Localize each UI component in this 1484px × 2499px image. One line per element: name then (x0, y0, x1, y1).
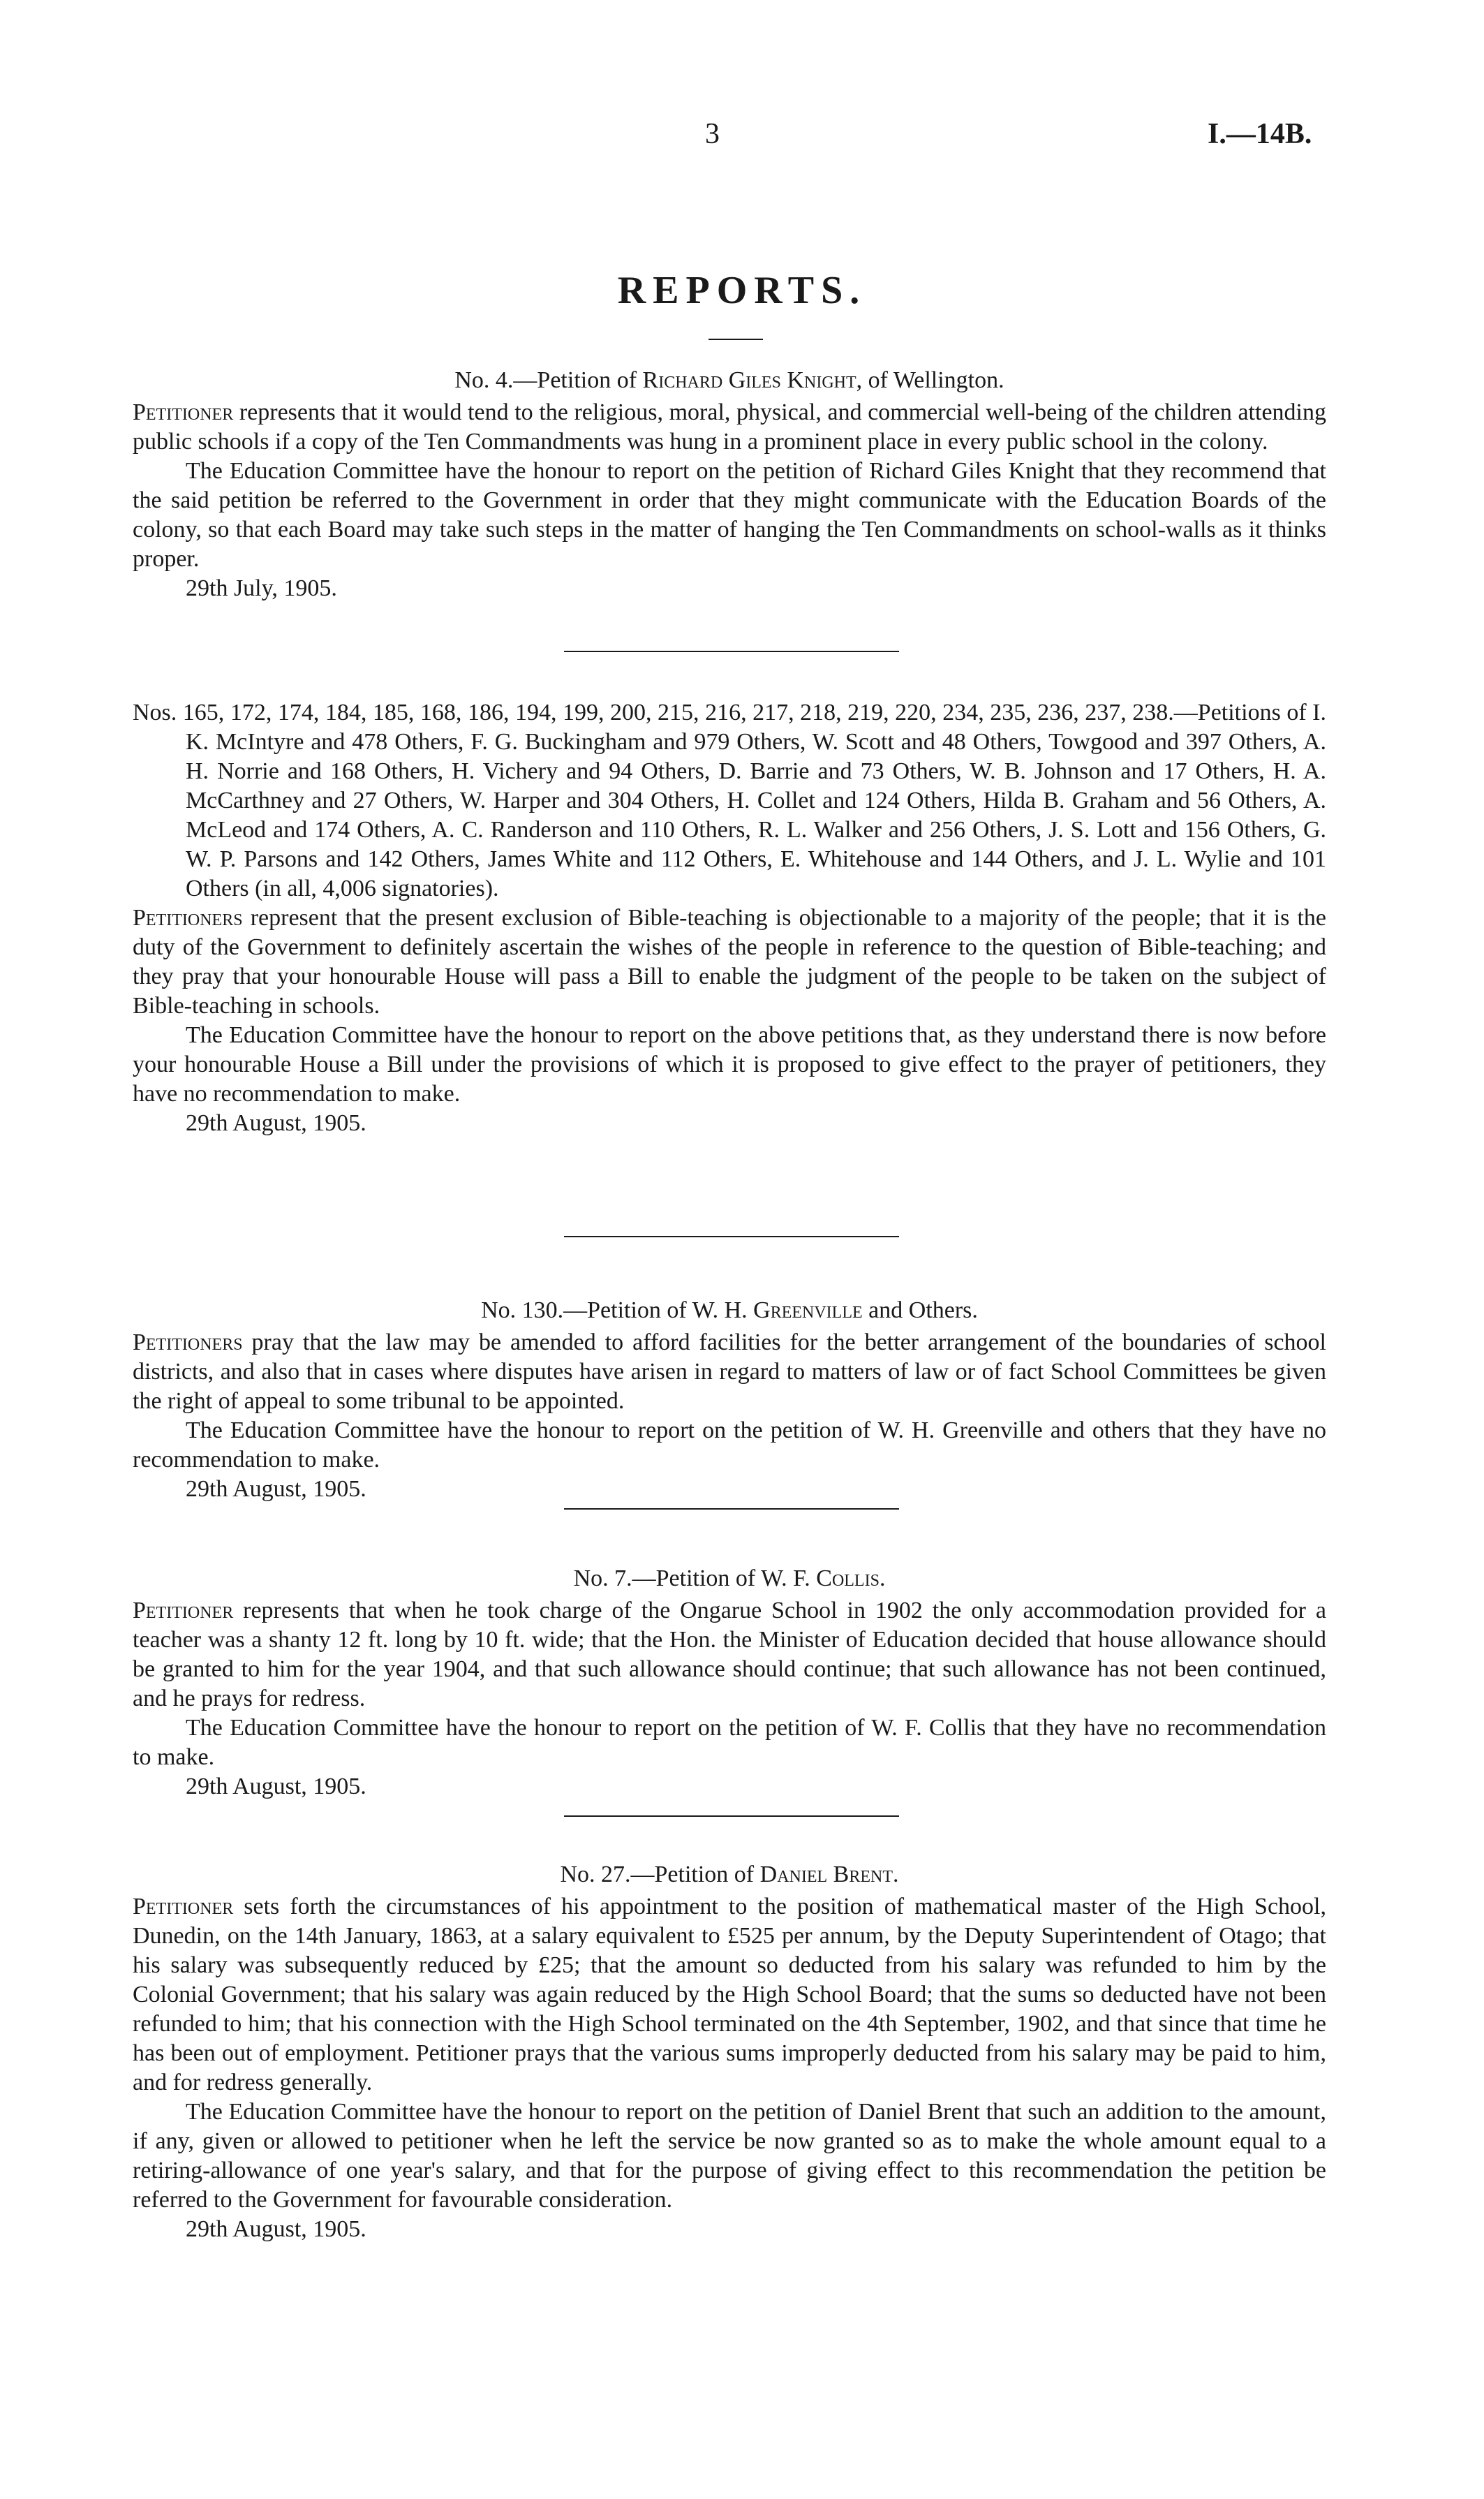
report-date: 29th August, 1905. (186, 1110, 366, 1136)
committee-report: The Education Committee have the honour to report on the petition of Daniel Brent that such an addition to the amount, if any, given or allowed to petitioner when he left the service be now granted so as to make the whole amount equal to a retiring-allowance of one year's salary, and that for the purpose of giving effect to this recommendation the petition be referred to the Government for favourable consideration. (133, 2099, 1326, 2213)
petition-section-bible-teaching (133, 698, 1326, 1138)
report-date: 29th July, 1905. (186, 575, 337, 601)
section-heading (133, 1860, 1326, 1889)
lead-word: Petitioner (133, 399, 234, 425)
heading-text: No. 4.—Petition of (454, 367, 643, 393)
section-divider (564, 1508, 899, 1510)
section-divider (564, 651, 899, 652)
heading-text: . (879, 1565, 886, 1591)
summary-text: represents that when he took charge of the Ongarue School in 1902 the only accommodation provided for a teacher was a shanty 12 ft. long by 10 ft. wide; that the Hon. the Minister of Education decided that house allowance should be granted to him for the year 1904, and that such allowance should continue; that such allowance has not been continued, and he prays for redress. (133, 1598, 1326, 1711)
petition-summary (133, 1892, 1326, 2098)
petition-summary (133, 1596, 1326, 1713)
petitioner-name: Greenville (753, 1297, 863, 1323)
petition-section-knight (133, 366, 1326, 603)
section-heading (133, 1564, 1326, 1593)
summary-text: represent that the present exclusion of Bible-teaching is objectionable to a majority of the people; that it is the duty of the Government to definitely ascertain the wishes of the people in reference to the question of Bible-teaching; and they pray that your honourable House will pass a Bill to enable the judgment of the people to be taken on the subject of Bible-teaching in schools. (133, 905, 1326, 1019)
heading-text: and Others. (862, 1297, 978, 1323)
heading-text: No. 27.—Petition of (560, 1862, 760, 1887)
heading-text: . (893, 1862, 899, 1887)
petition-section-collis (133, 1564, 1326, 1801)
lead-word: Petitioner (133, 1598, 234, 1623)
petition-summary (133, 1328, 1326, 1416)
lead-word: Petitioners (133, 1329, 243, 1355)
petitioner-name: Daniel Brent (759, 1862, 893, 1887)
petition-section-greenville (133, 1296, 1326, 1504)
petitioner-name: Collis (816, 1565, 880, 1591)
petition-summary (133, 904, 1326, 1021)
committee-report: The Education Committee have the honour to report on the above petitions that, as they understand there is now before your honourable House a Bill under the provisions of which it is proposed to give effect to the prayer of petitioners, they have no recommendation to make. (133, 1022, 1326, 1107)
lead-word: Petitioners (133, 905, 243, 931)
section-divider (564, 1815, 899, 1817)
page-number: 3 (705, 118, 720, 150)
petition-section-brent (133, 1860, 1326, 2244)
report-date: 29th August, 1905. (186, 1774, 366, 1799)
page-title: REPORTS. (617, 269, 867, 312)
committee-report: The Education Committee have the honour to report on the petition of Richard Giles Knight that they recommend that the said petition be referred to the Government in order that they might communicate with the Education Boards of the colony, so that each Board may take such steps in the matter of hanging the Ten Commandments on school-walls as it thinks proper. (133, 458, 1326, 572)
petition-summary (133, 398, 1326, 457)
section-divider (564, 1236, 899, 1237)
report-date: 29th August, 1905. (186, 2216, 366, 2242)
section-heading (133, 1296, 1326, 1325)
heading-text: No. 130.—Petition of W. H. (481, 1297, 754, 1323)
summary-text: represents that it would tend to the religious, moral, physical, and commercial well-being of the children attending public schools if a copy of the Ten Commandments was hung in a prominent place in every public school in the colony. (133, 399, 1326, 455)
paper-reference: I.—14B. (1208, 118, 1312, 150)
petitioner-name: Richard Giles Knight (642, 367, 856, 393)
summary-text: sets forth the circumstances of his appointment to the position of mathematical master of the High School, Dunedin, on the 14th January, 1863, at a salary equivalent to £525 per annum, by the Deputy Superintendent of Otago; that his salary was subsequently reduced by £25; that the amount so deducted from his salary was refunded to him by the Colonial Government; that his salary was again reduced by the High School Board; that the sums so deducted have not been refunded to him; that his connection with the High School terminated on the 4th September, 1902, and that since that time he has been out of employment. Petitioner prays that the various sums improperly deducted from his salary may be paid to him, and for redress generally. (133, 1894, 1326, 2095)
committee-report: The Education Committee have the honour to report on the petition of W. F. Collis that they have no recommendation to make. (133, 1715, 1326, 1770)
title-rule (708, 339, 763, 340)
heading-text: , of Wellington. (856, 367, 1004, 393)
heading-text: No. 7.—Petition of W. F. (573, 1565, 817, 1591)
section-heading (133, 366, 1326, 395)
summary-text: pray that the law may be amended to afford facilities for the better arrangement of the boundaries of school districts, and also that in cases where disputes have arisen in regard to matters of law or of fact School Committees be given the right of appeal to some tribunal to be appointed. (133, 1329, 1326, 1414)
lead-word: Petitioner (133, 1894, 234, 1919)
section-heading: Nos. 165, 172, 174, 184, 185, 168, 186, 194, 199, 200, 215, 216, 217, 218, 219, 220, 234, 235, 236, 237, 238.—Petitions of I. K. McIntyre and 478 Others, F. G. Buckingham and 979 Others, W. Scott and 48 Others, Towgood and 397 Others, A. H. Norrie and 168 Others, H. Vichery and 94 Others, D. Barrie and 73 Others, W. B. Johnson and 17 Others, H. A. McCarthney and 27 Others, W. Harper and 304 Others, H. Collet and 124 Others, Hilda B. Graham and 56 Others, A. McLeod and 174 Others, A. C. Randerson and 110 Others, R. L. Walker and 256 Others, J. S. Lott and 156 Others, G. W. P. Parsons and 142 Others, James White and 112 Others, E. Whitehouse and 144 Others, and J. L. Wylie and 101 Others (in all, 4,006 signatories). (133, 700, 1326, 901)
report-date: 29th August, 1905. (186, 1476, 366, 1502)
committee-report: The Education Committee have the honour to report on the petition of W. H. Greenville and others that they have no recommendation to make. (133, 1417, 1326, 1473)
